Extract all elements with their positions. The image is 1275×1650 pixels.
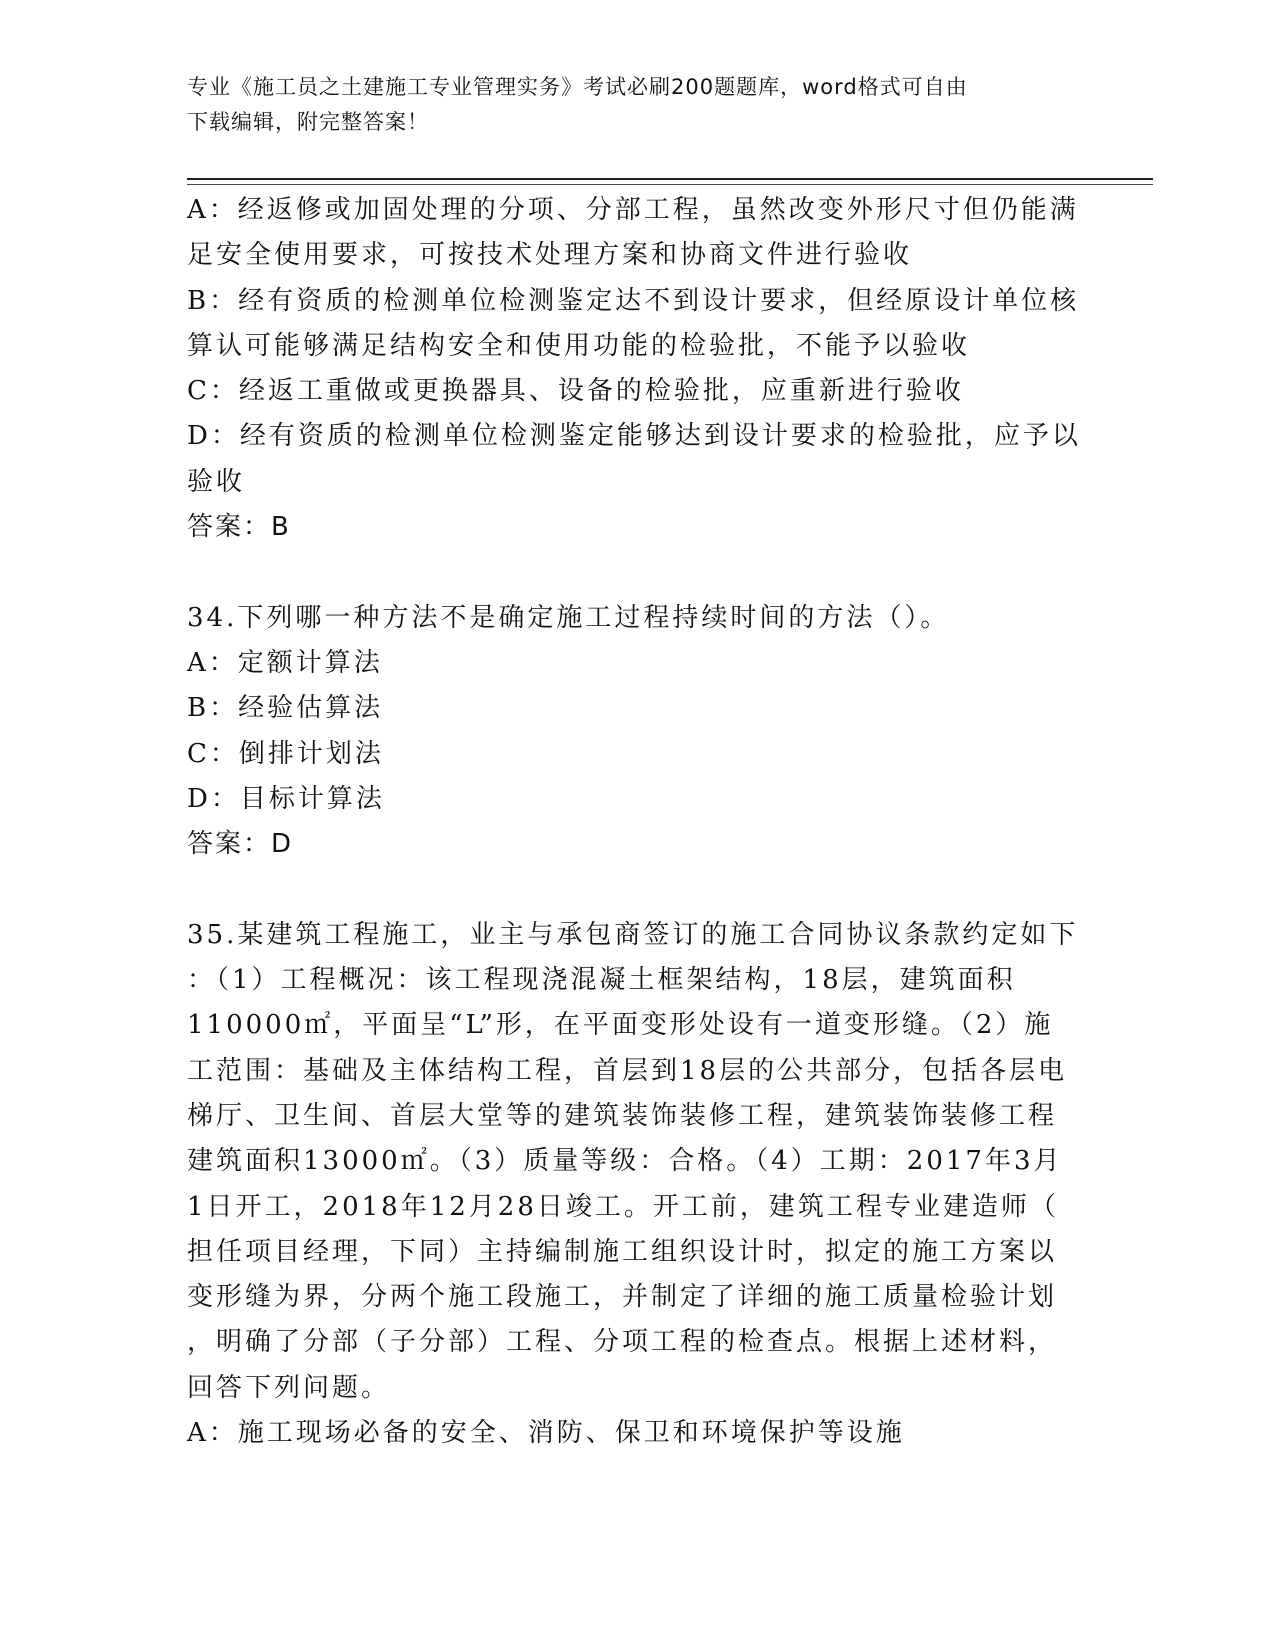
question-text-line: 1日开工，2018年12月28日竣工。开工前，建筑工程专业建造师（	[187, 1191, 1059, 1222]
option-a: A：经返修或加固处理的分项、分部工程，虽然改变外形尺寸但仍能满	[187, 195, 1079, 225]
option-a: A：定额计算法	[187, 647, 383, 678]
question-text-line: 建筑面积13000㎡。（3）质量等级：合格。（4）工期：2017年3月	[187, 1146, 1063, 1177]
option-b: B：经验估算法	[187, 693, 384, 724]
option-d: D：经有资质的检测单位检测鉴定能够达到设计要求的检验批，应予以	[187, 421, 1081, 452]
question-text-line: 35.某建筑工程施工，业主与承包商签订的施工合同协议条款约定如下	[187, 919, 1079, 950]
header-line: 下载编辑，附完整答案！	[187, 110, 429, 134]
question-text-line: 110000㎡，平面呈“L”形，在平面变形处设有一道变形缝。（2）施	[187, 1010, 1054, 1041]
option-a: A：施工现场必备的安全、消防、保卫和环境保护等设施	[187, 1418, 905, 1449]
option-d-continued: 验收	[187, 466, 246, 497]
question-text-line: 梯厅、卫生间、首层大堂等的建筑装饰装修工程，建筑装饰装修工程	[187, 1100, 1058, 1131]
question-text-line: 变形缝为界，分两个施工段施工，并制定了详细的施工质量检验计划	[187, 1282, 1058, 1313]
question-text-line: ，明确了分部（子分部）工程、分项工程的检查点。根据上述材料，	[187, 1327, 1058, 1358]
header-line: 专业《施工员之土建施工专业管理实务》考试必刷200题题库，word格式可自由	[187, 75, 968, 99]
option-c: C：经返工重做或更换器具、设备的检验批，应重新进行验收	[187, 376, 964, 407]
option-c: C：倒排计划法	[187, 738, 384, 769]
answer: 答案：D	[187, 829, 294, 860]
question-text-line: 回答下列问题。	[187, 1372, 391, 1403]
document-body	[187, 188, 1087, 1456]
option-d: D：目标计算法	[187, 783, 385, 814]
header-divider-thick	[187, 178, 1153, 180]
document-header	[187, 70, 1067, 140]
answer: 答案：B	[187, 512, 291, 543]
question-text-line: ：（1）工程概况：该工程现浇混凝土框架结构，18层，建筑面积	[187, 965, 1016, 996]
spacer	[187, 550, 1087, 595]
option-b-continued: 算认可能够满足结构安全和使用功能的检验批，不能予以验收	[187, 330, 971, 361]
header-divider-thin	[187, 184, 1153, 185]
question-34	[187, 596, 1087, 868]
option-b: B：经有资质的检测单位检测鉴定达不到设计要求，但经原设计单位核	[187, 285, 1080, 316]
question-text-line: 工范围：基础及主体结构工程，首层到18层的公共部分，包括各层电	[187, 1055, 1068, 1086]
option-a-continued: 足安全使用要求，可按技术处理方案和协商文件进行验收	[187, 240, 913, 271]
spacer	[187, 867, 1087, 912]
question-text-line: 担任项目经理，下同）主持编制施工组织设计时，拟定的施工方案以	[187, 1236, 1058, 1267]
question-35	[187, 913, 1087, 1457]
question-text: 34.下列哪一种方法不是确定施工过程持续时间的方法（）。	[187, 602, 950, 633]
question-33	[187, 188, 1087, 550]
